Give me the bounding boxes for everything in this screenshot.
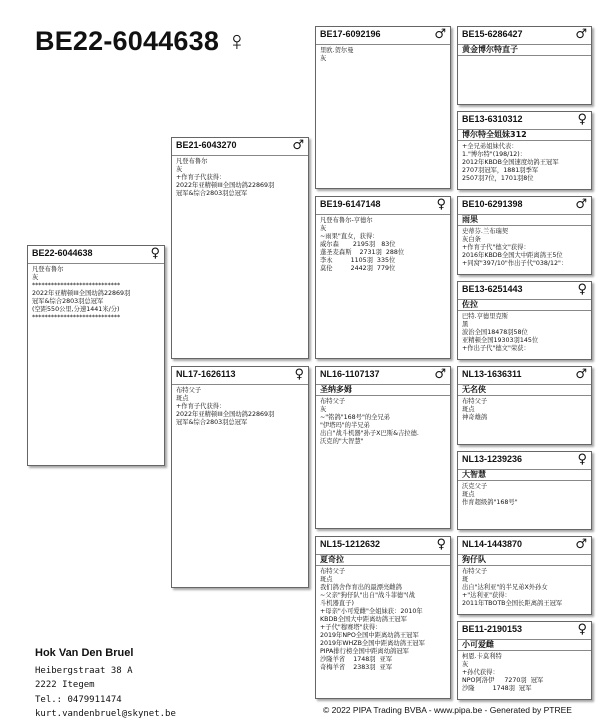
pigeon-info: 布特父子 斑点 神奇雄鸽 xyxy=(462,398,488,421)
breeder-city: 2222 Itegem xyxy=(35,680,95,690)
breeder-street: Heibergstraat 38 A xyxy=(35,665,133,676)
male-icon: ♂ xyxy=(292,138,304,153)
pigeon-card-gen3 xyxy=(315,26,451,189)
ring-number: BE22-6044638 xyxy=(32,248,93,258)
ring-number: NL16-1107137 xyxy=(320,369,380,379)
male-icon: ♂ xyxy=(575,27,587,42)
pigeon-info: 布特父子 斑 出自"达利亚"的半兄弟X外孙女 +"达利亚"获得： 2011年TBOTB全国长距离鸽王冠军 xyxy=(462,568,563,607)
ring-number: NL17-1626113 xyxy=(176,369,236,379)
pigeon-card-gen4 xyxy=(457,281,592,360)
ring-number: NL15-1212632 xyxy=(320,539,381,549)
female-icon: ♀ xyxy=(436,537,446,552)
female-icon: ♀ xyxy=(577,452,587,467)
male-icon: ♂ xyxy=(575,197,587,212)
pigeon-card-gen4 xyxy=(457,366,592,445)
pigeon-info: 布特父子 灰 ~"铭鸽"168号"的全兄弟 "伊塔玛"的半兄弟 出自"战斗机器"孙子X巴斯&吉拉德. 沃克的"大智慧" xyxy=(320,398,419,445)
pigeon-info: 里欧.贺尔曼 灰 xyxy=(320,47,354,62)
ring-number: BE17-6092196 xyxy=(320,29,381,39)
pigeon-info: 沃克父子 斑点 作育超级鸽"168号" xyxy=(462,483,518,506)
pigeon-name: 无名侠 xyxy=(458,385,591,396)
pigeon-card-sire xyxy=(171,137,309,359)
ring-number: BE10-6291398 xyxy=(462,199,523,209)
pigeon-info xyxy=(458,56,591,60)
pigeon-name: 圣纳多姆 xyxy=(316,385,450,396)
ring-number: BE11-2190153 xyxy=(462,624,523,634)
male-icon: ♂ xyxy=(575,537,587,552)
pigeon-info: 凡登布鲁尔-亨德尔 灰 ~雨果"直女，获得： 威尔森 2195羽 83位 蓬圣麦森斯 2731羽 288位 李永 1105羽 335位 莫伦 2442羽 779位 xyxy=(320,217,405,272)
breeder-email: kurt.vandenbruel@skynet.be xyxy=(35,709,176,719)
pigeon-info: 布特父子 斑点 我们鸽舍作育出的最漂亮雌鸽 ~父亲"狗仔队"出自"战斗菲德"(战 斗机器直子) +母亲"小可爱雌"全姐妹获：2010年 KBDB全国大中距离幼鸽王冠军 +子代"穆赛塔"获得： 2019年NPO全国中距离幼鸽王冠军 2019年WHZB全国中距离幼鸽王冠军 PIPA排行榜全国中距离幼鸽冠军 沙隆羊省 1748羽 亚军 奇梅羊省 2383羽 亚军 xyxy=(320,568,425,671)
pigeon-card-dam xyxy=(171,366,309,588)
pigeon-info: 布特父子 斑点 +作育子代获得： 2022年亚精顿III全国幼鸽22869羽 冠军&综合2803羽总冠军 xyxy=(176,387,275,426)
ring-number: BE21-6043270 xyxy=(176,140,237,150)
ring-number: BE13-6251443 xyxy=(462,284,523,294)
male-icon: ♂ xyxy=(434,27,446,42)
pigeon-name: 狗仔队 xyxy=(458,555,591,566)
pigeon-card-gen3 xyxy=(315,536,451,699)
female-icon: ♀ xyxy=(577,112,587,127)
pigeon-card-gen4 xyxy=(457,26,592,105)
ring-number: NL13-1239236 xyxy=(462,454,523,464)
pigeon-name: 佐拉 xyxy=(458,300,591,311)
pigeon-card-gen4 xyxy=(457,621,592,700)
breeder-phone: Tel.: 0479911474 xyxy=(35,694,122,705)
ring-number: NL13-1636311 xyxy=(462,369,522,379)
pigeon-info: 柯恩.卡莫利特 灰 +孙代获得： NPO阿洛伊 7270羽 冠军 沙隆 1748羽 冠军 xyxy=(462,653,544,692)
pigeon-info: 凡登布鲁尔 灰 **************************** 2022年亚精顿III全国幼鸽22869羽 冠军&综合2803羽总冠军 (空距550公里,分速1441米/分) **************************** xyxy=(32,266,131,321)
pigeon-name: 小可爱雌 xyxy=(458,640,591,651)
female-icon: ♀ xyxy=(577,622,587,637)
pedigree-title: BE22-6044638 ♀ xyxy=(35,26,248,56)
pigeon-name: 夏奇拉 xyxy=(316,555,450,566)
male-icon: ♂ xyxy=(575,367,587,382)
pigeon-card-gen4 xyxy=(457,451,592,530)
pigeon-name: 博尔特全姐妹312 xyxy=(458,130,591,141)
pigeon-card-subject xyxy=(27,245,165,466)
ring-number: BE13-6310312 xyxy=(462,114,523,124)
male-icon: ♂ xyxy=(434,367,446,382)
ring-number: NL14-1443870 xyxy=(462,539,523,549)
breeder-name: Hok Van Den Bruel xyxy=(35,647,134,659)
pigeon-card-gen4 xyxy=(457,536,592,615)
breeder-info xyxy=(35,646,176,722)
copyright: © 2022 PIPA Trading BVBA - www.pipa.be - Generated by PTREE xyxy=(323,705,572,715)
pigeon-info: 凡登布鲁尔 灰 +作育子代获得： 2022年亚精顿III全国幼鸽22869羽 冠军&综合2803羽总冠军 xyxy=(176,158,275,197)
pigeon-card-gen3 xyxy=(315,196,451,359)
pigeon-name: 黄金博尔特直子 xyxy=(458,45,591,56)
female-icon: ♀ xyxy=(150,246,160,261)
ring-number: BE19-6147148 xyxy=(320,199,381,209)
ring-number: BE15-6286427 xyxy=(462,29,523,39)
pigeon-info: +全兄弟姐妹代表： 1."博尔特"(198/12)： 2012年KBDB全国速度幼鸽王冠军 2707羽冠军，1881羽季军 2507羽7位，1701羽8位 xyxy=(462,143,559,182)
pigeon-card-gen4 xyxy=(457,111,592,190)
female-icon: ♀ xyxy=(577,282,587,297)
pigeon-name: 大智慧 xyxy=(458,470,591,481)
pigeon-info: 史蒂芬.兰布瑞契 灰白条 +作育子代"德文"获得： 2016年KBDB全国大中距离鸽王5位 +同窝"397/10"作出子代"038/12"： xyxy=(462,228,568,267)
pigeon-info: 巴特.亨德里克斯 黑 波治全国18478羽58位 亚精顿全国19303羽145位 +作出子代"德文"荣获： xyxy=(462,313,539,352)
female-icon: ♀ xyxy=(294,367,304,382)
pigeon-name: 雨果 xyxy=(458,215,591,226)
female-icon: ♀ xyxy=(436,197,446,212)
pigeon-card-gen3 xyxy=(315,366,451,529)
pigeon-card-gen4 xyxy=(457,196,592,275)
